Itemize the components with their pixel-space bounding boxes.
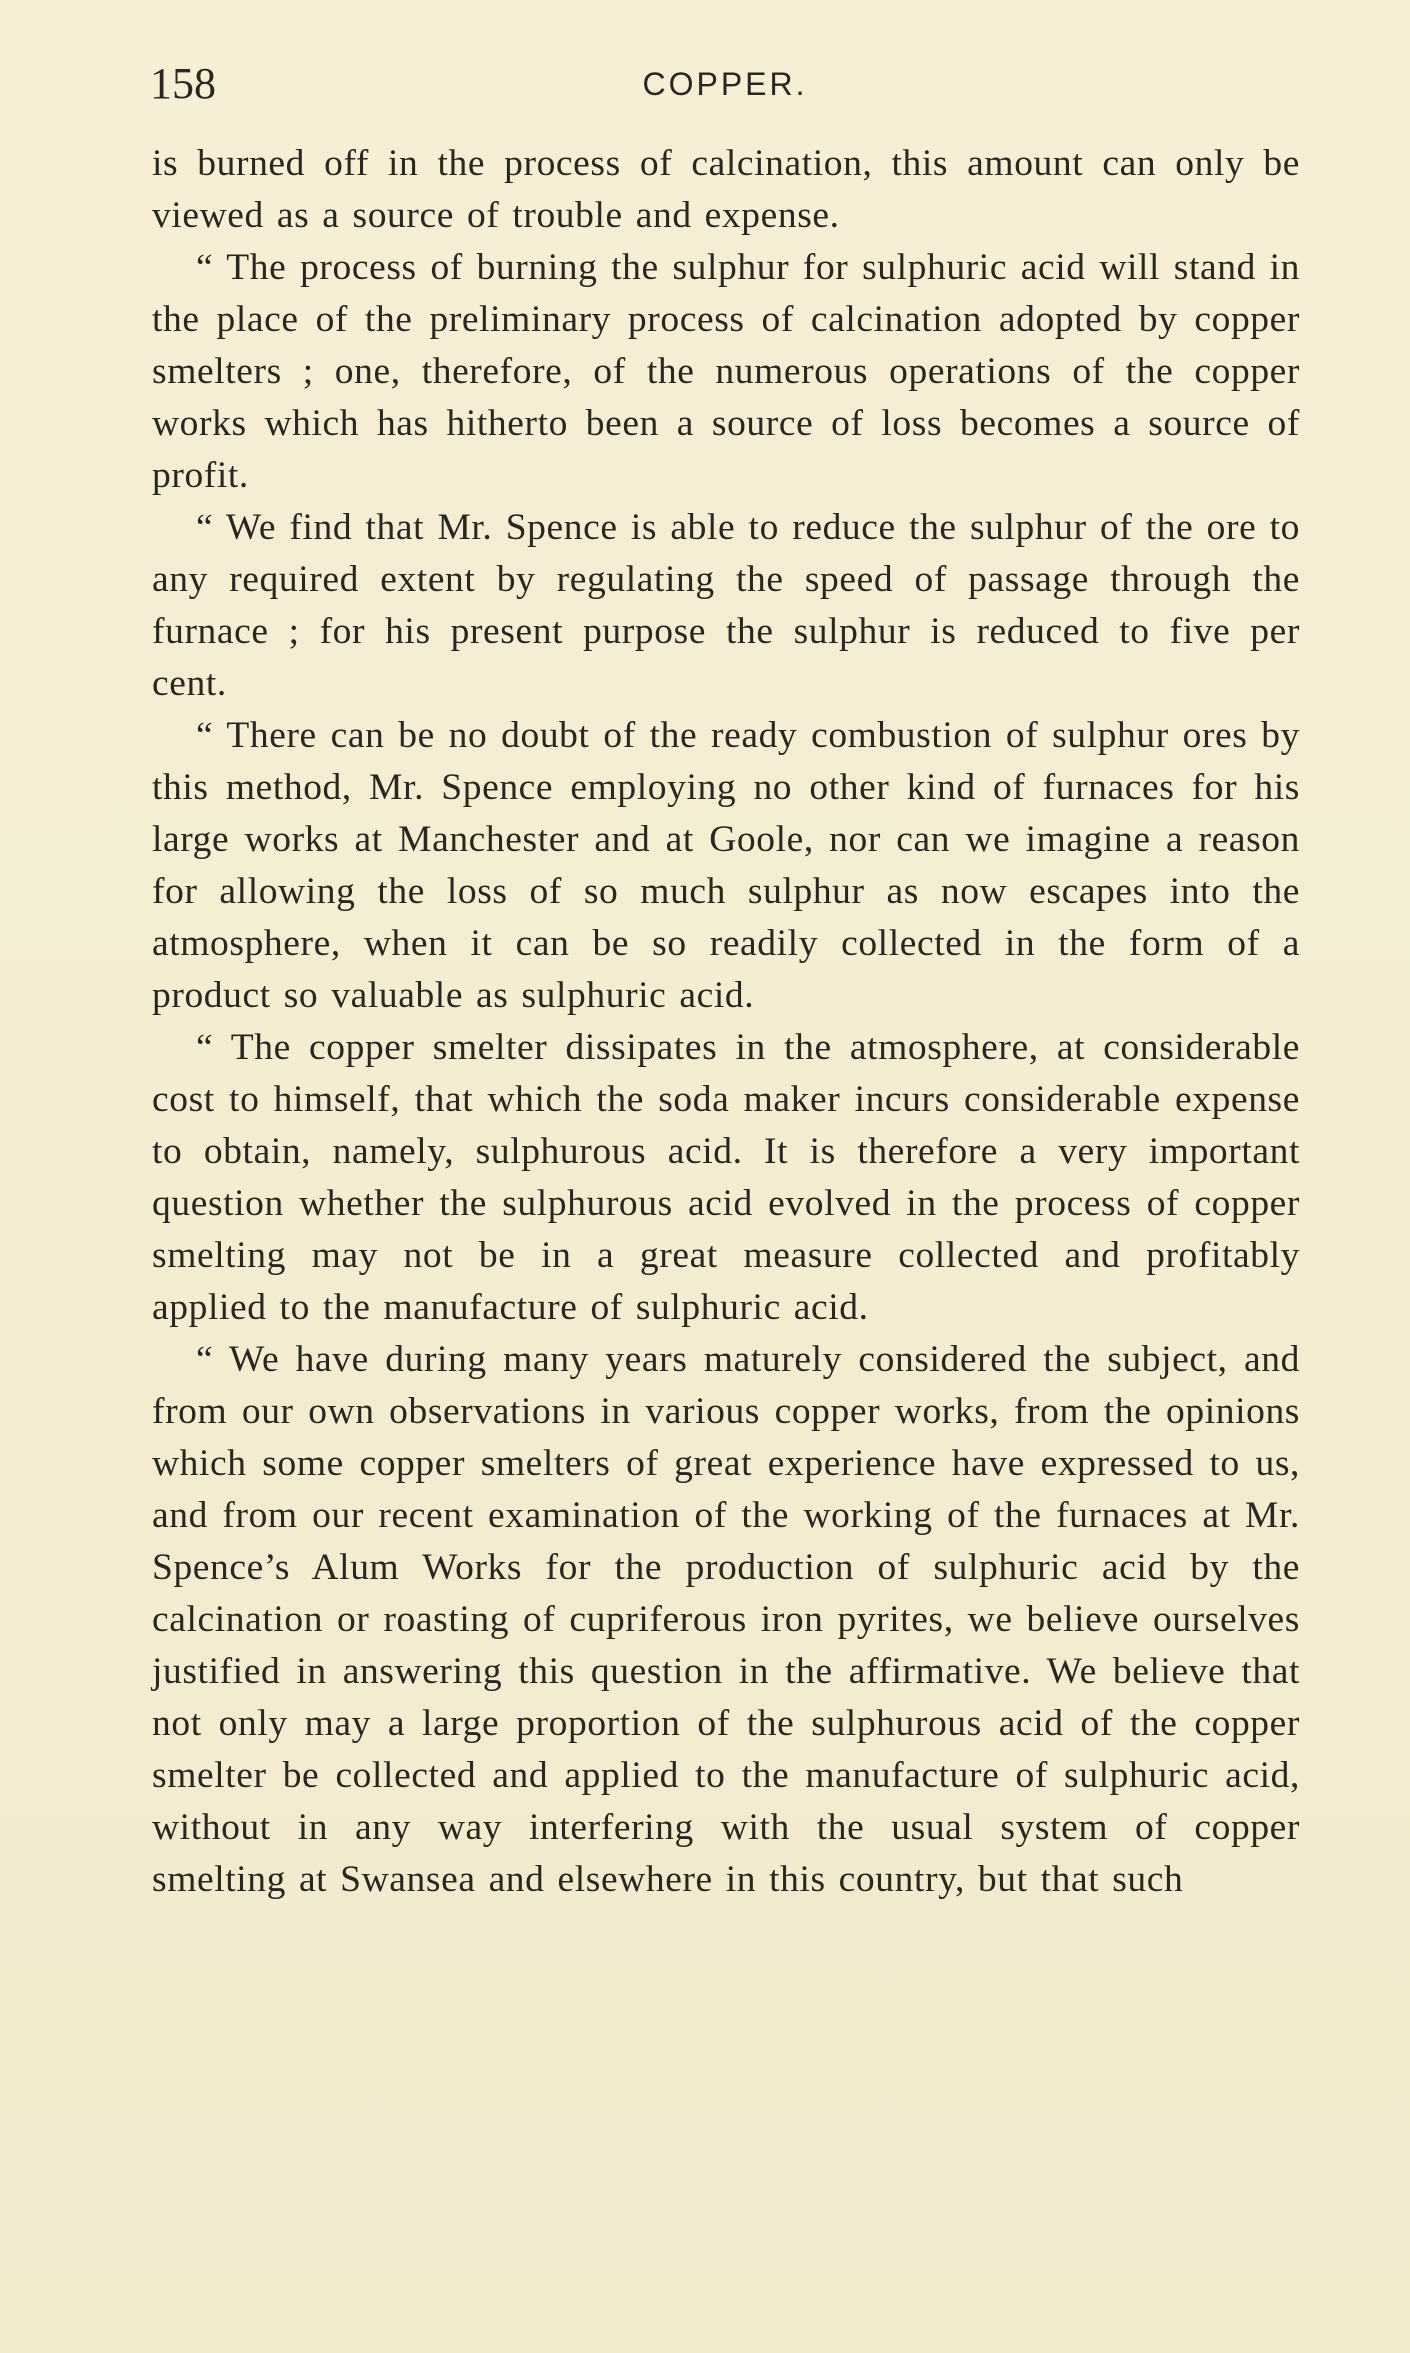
paragraph: “ There can be no doubt of the ready combustion of sulphur ores by this method, Mr. Spence employing no other kind of furnaces for his large works at Manchester and at Goole, nor can we imagine a reason for allowing the loss of so much sulphur as now escapes into the atmosphere, when it can be so readily collected in the form of a product so valuable as sulphuric acid. — [152, 715, 1300, 1016]
page-number: 158 — [150, 59, 216, 108]
running-head: COPPER. — [642, 66, 808, 102]
paragraph: “ The copper smelter dissipates in the atmosphere, at considerable cost to himself, that which the soda maker incurs considerable expense to obtain, namely, sulphurous acid. It is therefore a very important question whether the sulphurous acid evolved in the process of copper smelting may not be in a great measure collected and profitably applied to the manufacture of sulphuric acid. — [152, 1027, 1300, 1328]
paragraph: “ The process of burning the sulphur for sulphuric acid will stand in the place of the preliminary process of calcination adopted by copper smelters ; one, therefore, of the numerous operations of the copper works which has hitherto been a source of loss becomes a source of profit. — [152, 247, 1300, 496]
paragraph-continuation: is burned off in the process of calcination, this amount can only be viewed as a source of trouble and expense. — [152, 143, 1300, 236]
page-header — [150, 58, 1300, 118]
paragraph: “ We have during many years maturely considered the subject, and from our own observations in various copper works, from the opinions which some copper smelters of great experience have expressed to us, and from our recent examination of the working of the furnaces at Mr. Spence’s Alum Works for the production of sulphuric acid by the calcination or roasting of cupriferous iron pyrites, we believe ourselves justified in answering this question in the affirmative. We believe that not only may a large proportion of the sulphurous acid of the copper smelter be collected and applied to the manufacture of sulphuric acid, without in any way interfering with the usual system of copper smelting at Swansea and elsewhere in this country, but that such — [152, 1339, 1300, 1900]
body-text — [152, 138, 1300, 1906]
paragraph: “ We find that Mr. Spence is able to reduce the sulphur of the ore to any required extent by regulating the speed of passage through the furnace ; for his present purpose the sulphur is reduced to five per cent. — [152, 507, 1300, 704]
